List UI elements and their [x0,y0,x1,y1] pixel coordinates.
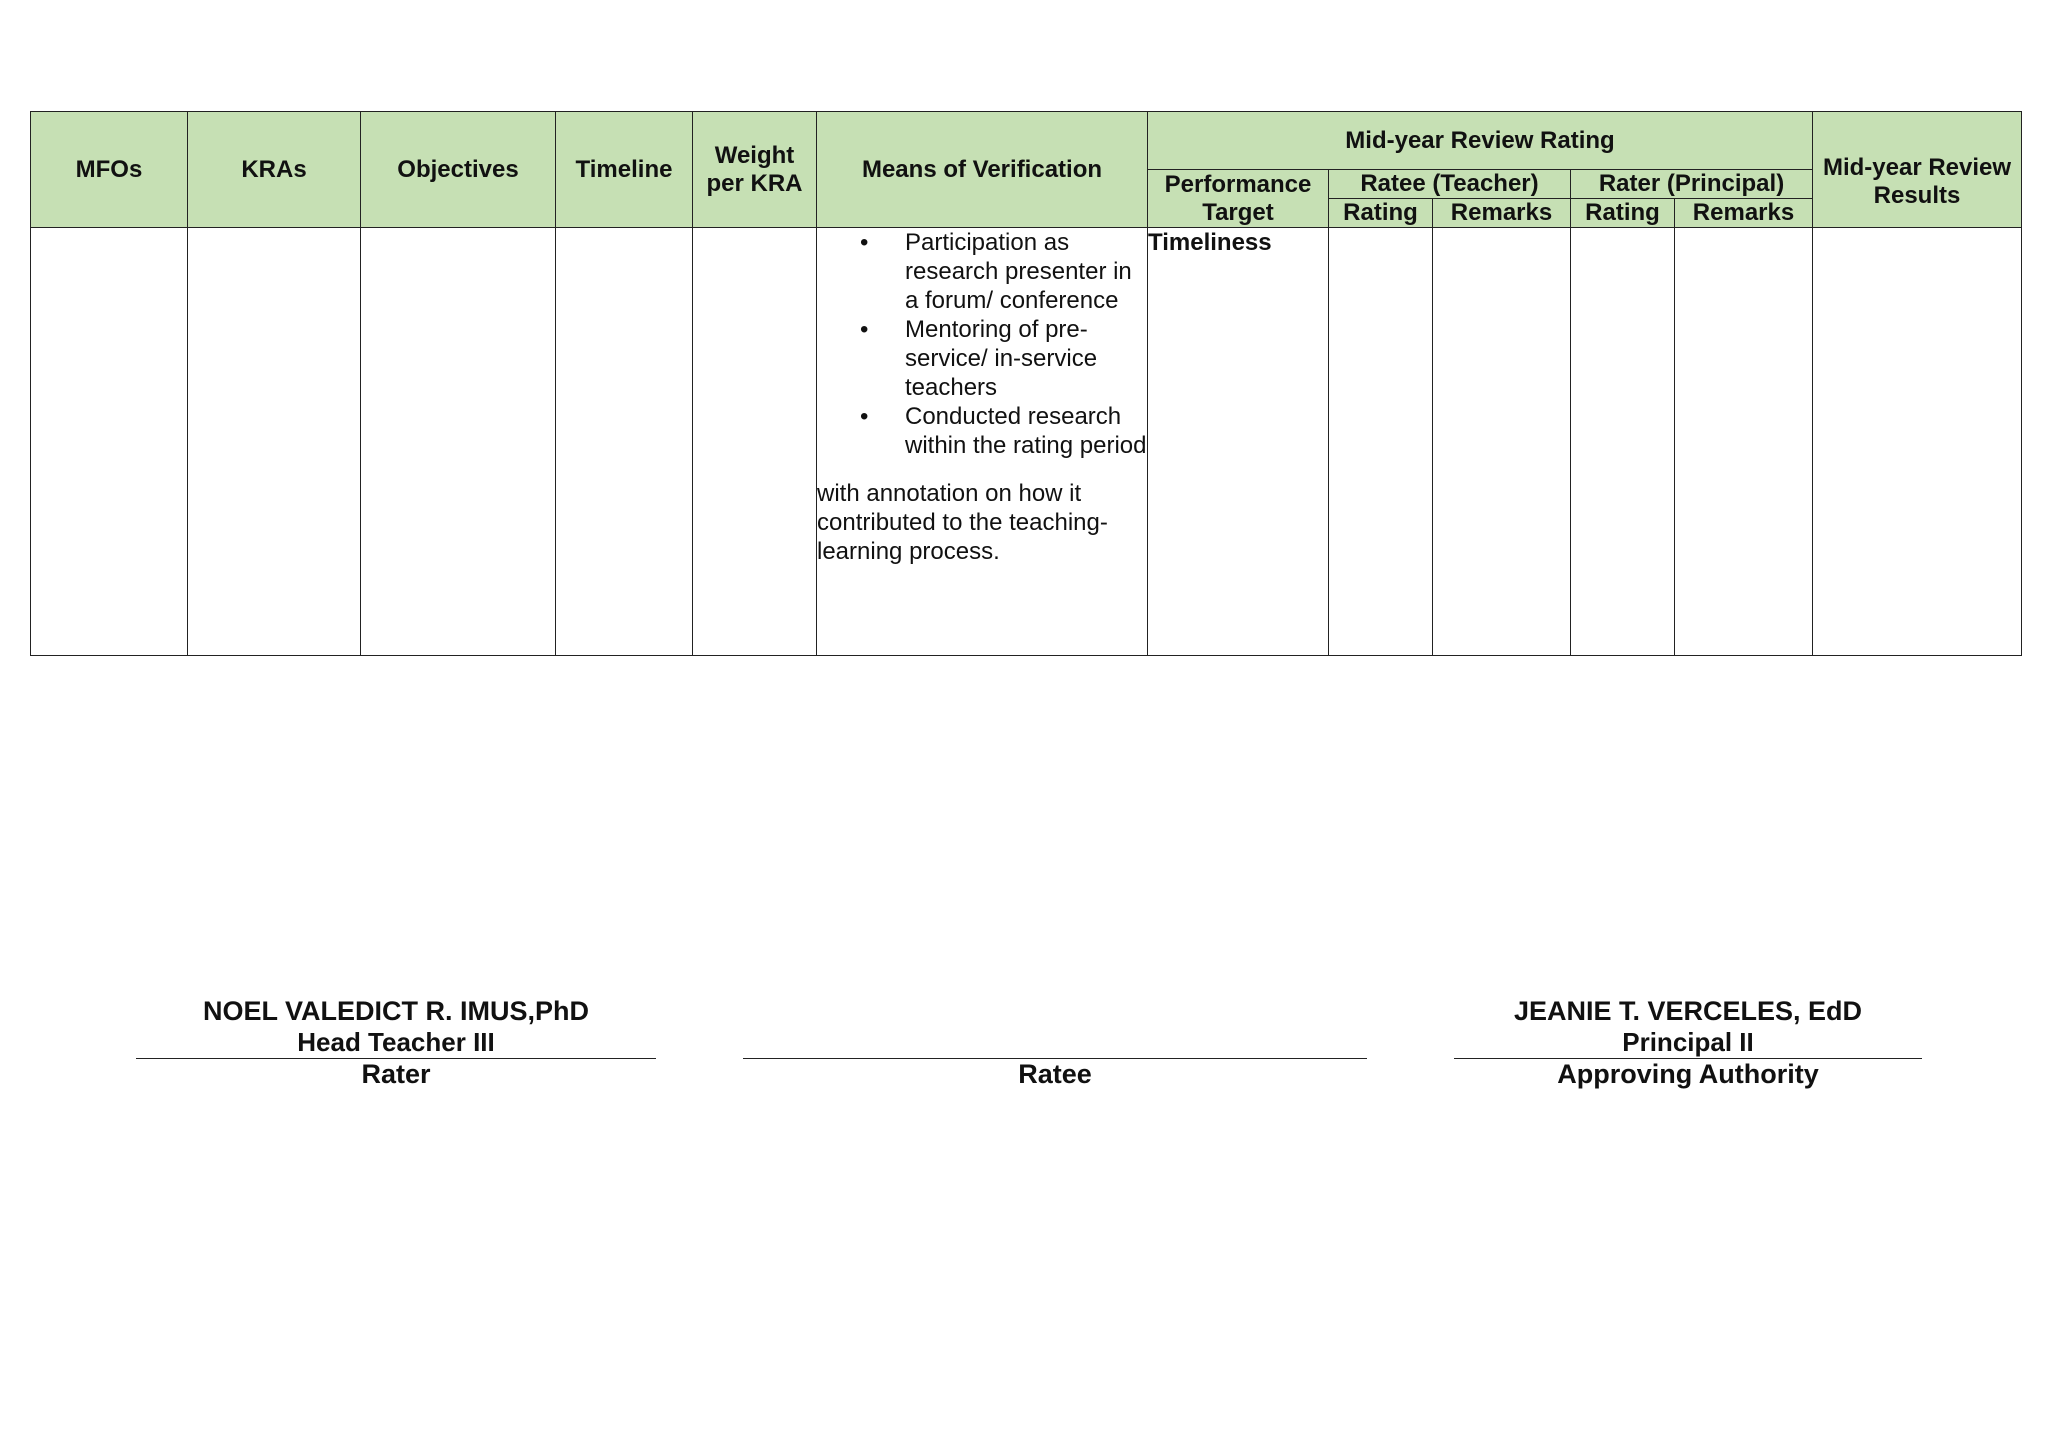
ratee-name [743,996,1367,1027]
header-weight-per-kra-text: Weight per KRA [706,141,803,197]
ratee-signature-block [743,996,1367,1090]
cell-kras [188,228,361,656]
cell-rater-rating [1571,228,1675,656]
header-rater-principal: Rater (Principal) [1571,170,1813,199]
header-ratee-rating: Rating [1329,199,1433,228]
cell-timeline [556,228,693,656]
header-weight-per-kra [693,112,817,228]
cell-performance-target: Timeliness [1148,228,1329,656]
header-rater-remarks: Remarks [1675,199,1813,228]
cell-rater-remarks [1675,228,1813,656]
header-objectives: Objectives [361,112,556,228]
list-item: • Participation as research presenter in a forum/ conference [905,228,1147,315]
header-mfos: MFOs [31,112,188,228]
header-means-of-verification: Means of Verification [817,112,1148,228]
midyear-review-table [30,111,2022,656]
approving-title: Principal II [1622,1027,1754,1057]
rater-signature-block [136,996,656,1090]
header-ratee-teacher: Ratee (Teacher) [1329,170,1571,199]
table-row [31,228,2022,656]
mov-annotation-note: with annotation on how it contributed to the teaching-learning process. [817,480,1108,565]
header-timeline: Timeline [556,112,693,228]
header-kras: KRAs [188,112,361,228]
ratee-title [743,1027,1367,1058]
approving-role: Approving Authority [1557,1059,1819,1089]
list-item: • Conducted research within the rating period [905,402,1147,460]
ratee-role: Ratee [1018,1059,1092,1089]
rater-title: Head Teacher III [297,1027,495,1057]
cell-mfos [31,228,188,656]
cell-midyear-results [1813,228,2022,656]
cell-ratee-remarks [1433,228,1571,656]
rater-role: Rater [361,1059,431,1089]
approving-name: JEANIE T. VERCELES, EdD [1513,996,1863,1026]
list-item: • Mentoring of pre-service/ in-service teachers [905,315,1147,402]
cell-objectives [361,228,556,656]
cell-ratee-rating [1329,228,1433,656]
header-midyear-review-rating: Mid-year Review Rating [1148,112,1813,170]
header-midyear-review-results [1813,112,2022,228]
approving-signature-block [1454,996,1922,1090]
mov-list [817,228,1147,460]
cell-means-of-verification [817,228,1148,656]
header-ratee-remarks: Remarks [1433,199,1571,228]
header-performance-target: Performance Target [1148,170,1329,228]
header-rater-rating: Rating [1571,199,1675,228]
rater-name: NOEL VALEDICT R. IMUS,PhD [202,996,589,1026]
cell-weight [693,228,817,656]
header-midyear-review-results-text: Mid-year Review Results [1822,153,2012,209]
